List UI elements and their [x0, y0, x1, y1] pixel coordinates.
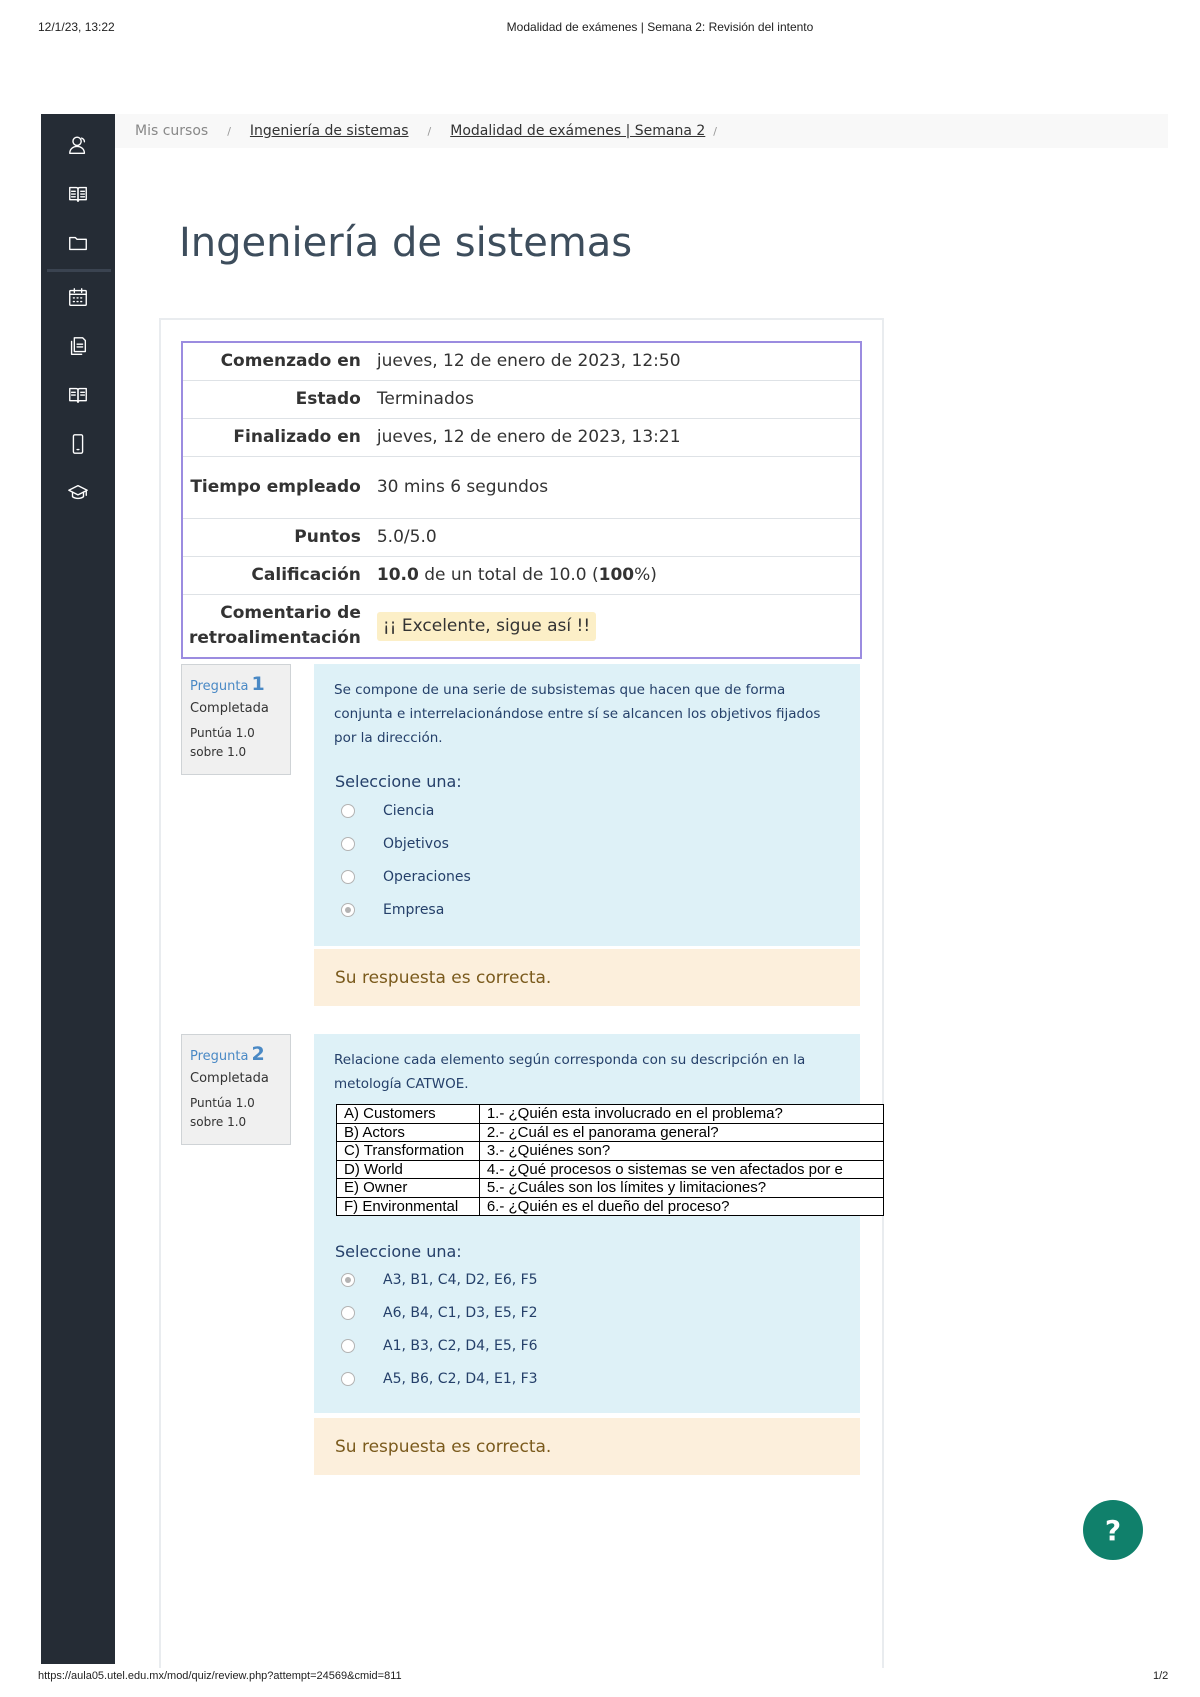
- question-grade-max: sobre 1.0: [190, 1115, 247, 1129]
- question-state: Completada: [190, 1071, 269, 1086]
- question-grade: Puntúa 1.0: [190, 726, 255, 740]
- option-label: Empresa: [383, 902, 445, 918]
- question-content: [314, 1034, 860, 1413]
- answer-option[interactable]: [341, 834, 449, 854]
- radio-button[interactable]: [341, 837, 355, 851]
- summary-row-feedback: [182, 595, 861, 659]
- grade-total: de un total de 10.0 (: [418, 565, 599, 585]
- summary-row-finished: [182, 419, 861, 457]
- option-label: A6, B4, C1, D3, E5, F2: [383, 1305, 538, 1321]
- summary-value: 30 mins 6 segundos: [376, 477, 549, 497]
- overall-feedback: ¡¡ Excelente, sigue así !!: [377, 612, 596, 641]
- question-grade-max: sobre 1.0: [190, 745, 247, 759]
- summary-row-started: [182, 342, 861, 381]
- option-label: A3, B1, C4, D2, E6, F5: [383, 1272, 538, 1288]
- option-label: Objetivos: [383, 836, 449, 852]
- answer-option[interactable]: [341, 1270, 538, 1290]
- table-row: [337, 1160, 884, 1179]
- breadcrumb-separator: /: [427, 124, 432, 138]
- grade-score: 10.0: [376, 565, 419, 585]
- folder-icon[interactable]: [66, 231, 90, 255]
- page-title: Ingeniería de sistemas: [179, 220, 633, 266]
- breadcrumb-separator: /: [713, 124, 718, 138]
- print-date: 12/1/23, 13:22: [38, 20, 115, 34]
- table-row: [337, 1123, 884, 1142]
- question-number: 1: [251, 673, 265, 695]
- breadcrumb-my-courses[interactable]: Mis cursos: [135, 123, 209, 139]
- answer-prompt: Seleccione una:: [335, 772, 462, 791]
- catwoe-table: [336, 1104, 884, 1216]
- calendar-icon[interactable]: [66, 285, 90, 309]
- summary-row-state: [182, 381, 861, 419]
- table-row: [337, 1197, 884, 1216]
- table-cell: 4.- ¿Qué procesos o sistemas se ven afectados por e: [479, 1160, 883, 1179]
- option-label: A1, B3, C2, D4, E5, F6: [383, 1338, 538, 1354]
- book-icon[interactable]: [66, 182, 90, 206]
- table-cell: B) Actors: [337, 1123, 480, 1142]
- answer-option[interactable]: [341, 1303, 538, 1323]
- summary-label: Comentario de retroalimentación: [189, 603, 361, 648]
- answer-option[interactable]: [341, 801, 434, 821]
- table-cell: A) Customers: [337, 1105, 480, 1124]
- question-feedback: Su respuesta es correcta.: [314, 1418, 860, 1475]
- print-title: Modalidad de exámenes | Semana 2: Revisión del intento: [506, 20, 814, 34]
- answer-option[interactable]: [341, 1336, 538, 1356]
- summary-value: 5.0/5.0: [376, 527, 437, 547]
- question-info: [181, 664, 291, 775]
- answer-prompt: Seleccione una:: [335, 1242, 462, 1261]
- table-cell: 5.- ¿Cuáles son los límites y limitaciones?: [479, 1179, 883, 1198]
- radio-button[interactable]: [341, 1306, 355, 1320]
- radio-button[interactable]: [341, 870, 355, 884]
- summary-label: Comenzado en: [220, 351, 361, 371]
- summary-label: Finalizado en: [233, 427, 361, 447]
- graduation-cap-icon[interactable]: [66, 481, 90, 505]
- table-cell: C) Transformation: [337, 1142, 480, 1161]
- sidebar-separator: [47, 269, 111, 272]
- question-grade: Puntúa 1.0: [190, 1096, 255, 1110]
- mobile-icon[interactable]: [66, 432, 90, 456]
- documents-icon[interactable]: [66, 334, 90, 358]
- summary-label: Estado: [295, 389, 361, 409]
- summary-value: Terminados: [376, 389, 475, 409]
- table-cell: 1.- ¿Quién esta involucrado en el problema?: [479, 1105, 883, 1124]
- summary-value: [369, 595, 861, 659]
- summary-row-grade: [182, 557, 861, 595]
- summary-value: jueves, 12 de enero de 2023, 13:21: [376, 427, 681, 447]
- print-page-number: 1/2: [1153, 1670, 1169, 1682]
- option-label: Operaciones: [383, 869, 471, 885]
- table-cell: F) Environmental: [337, 1197, 480, 1216]
- question-feedback: Su respuesta es correcta.: [314, 949, 860, 1006]
- table-cell: D) World: [337, 1160, 480, 1179]
- question-state: Completada: [190, 701, 269, 716]
- catwoe-table-image: [336, 1104, 884, 1216]
- summary-label: Calificación: [251, 565, 361, 585]
- question-text: Relacione cada elemento según corresponda con su descripción en la metología CATWOE.: [334, 1052, 806, 1092]
- table-row: [337, 1105, 884, 1124]
- table-row: [337, 1179, 884, 1198]
- table-cell: 2.- ¿Cuál es el panorama general?: [479, 1123, 883, 1142]
- option-label: A5, B6, C2, D4, E1, F3: [383, 1371, 538, 1387]
- grade-end: %): [634, 565, 657, 585]
- question-number: 2: [251, 1043, 265, 1065]
- attempt-summary-table: [181, 341, 862, 659]
- breadcrumb-course-link[interactable]: Ingeniería de sistemas: [249, 123, 409, 139]
- summary-label: Puntos: [294, 527, 361, 547]
- breadcrumb: [115, 114, 1168, 148]
- answer-option[interactable]: [341, 1369, 538, 1389]
- library-icon[interactable]: [66, 383, 90, 407]
- summary-label: Tiempo empleado: [190, 477, 361, 497]
- table-row: [337, 1142, 884, 1161]
- breadcrumb-separator: /: [227, 124, 231, 138]
- summary-row-time: [182, 457, 861, 519]
- radio-button[interactable]: [341, 804, 355, 818]
- radio-button[interactable]: [341, 1339, 355, 1353]
- option-label: Ciencia: [383, 803, 435, 819]
- question-label: Pregunta: [190, 679, 249, 694]
- answer-option[interactable]: [341, 900, 444, 920]
- summary-value: jueves, 12 de enero de 2023, 12:50: [376, 351, 681, 371]
- question-text: Se compone de una serie de subsistemas que hacen que de forma conjunta e interrelacionándose entre sí se alcancen los objetivos fijados por la dirección.: [334, 682, 821, 746]
- user-icon[interactable]: [66, 133, 90, 157]
- help-button[interactable]: ?: [1083, 1500, 1143, 1560]
- sidebar: [41, 114, 115, 1664]
- table-cell: E) Owner: [337, 1179, 480, 1198]
- summary-value: [369, 557, 861, 595]
- question-label: Pregunta: [190, 1049, 249, 1064]
- breadcrumb-quiz-link[interactable]: Modalidad de exámenes | Semana 2: [450, 123, 706, 139]
- table-cell: 3.- ¿Quiénes son?: [479, 1142, 883, 1161]
- grade-percent: 100: [598, 565, 635, 585]
- table-cell: 6.- ¿Quién es el dueño del proceso?: [479, 1197, 883, 1216]
- radio-button[interactable]: [341, 1273, 355, 1287]
- radio-button[interactable]: [341, 1372, 355, 1386]
- summary-row-points: [182, 519, 861, 557]
- radio-button[interactable]: [341, 903, 355, 917]
- print-url: https://aula05.utel.edu.mx/mod/quiz/review.php?attempt=24569&cmid=811: [38, 1670, 402, 1682]
- question-info: [181, 1034, 291, 1145]
- answer-option[interactable]: [341, 867, 471, 887]
